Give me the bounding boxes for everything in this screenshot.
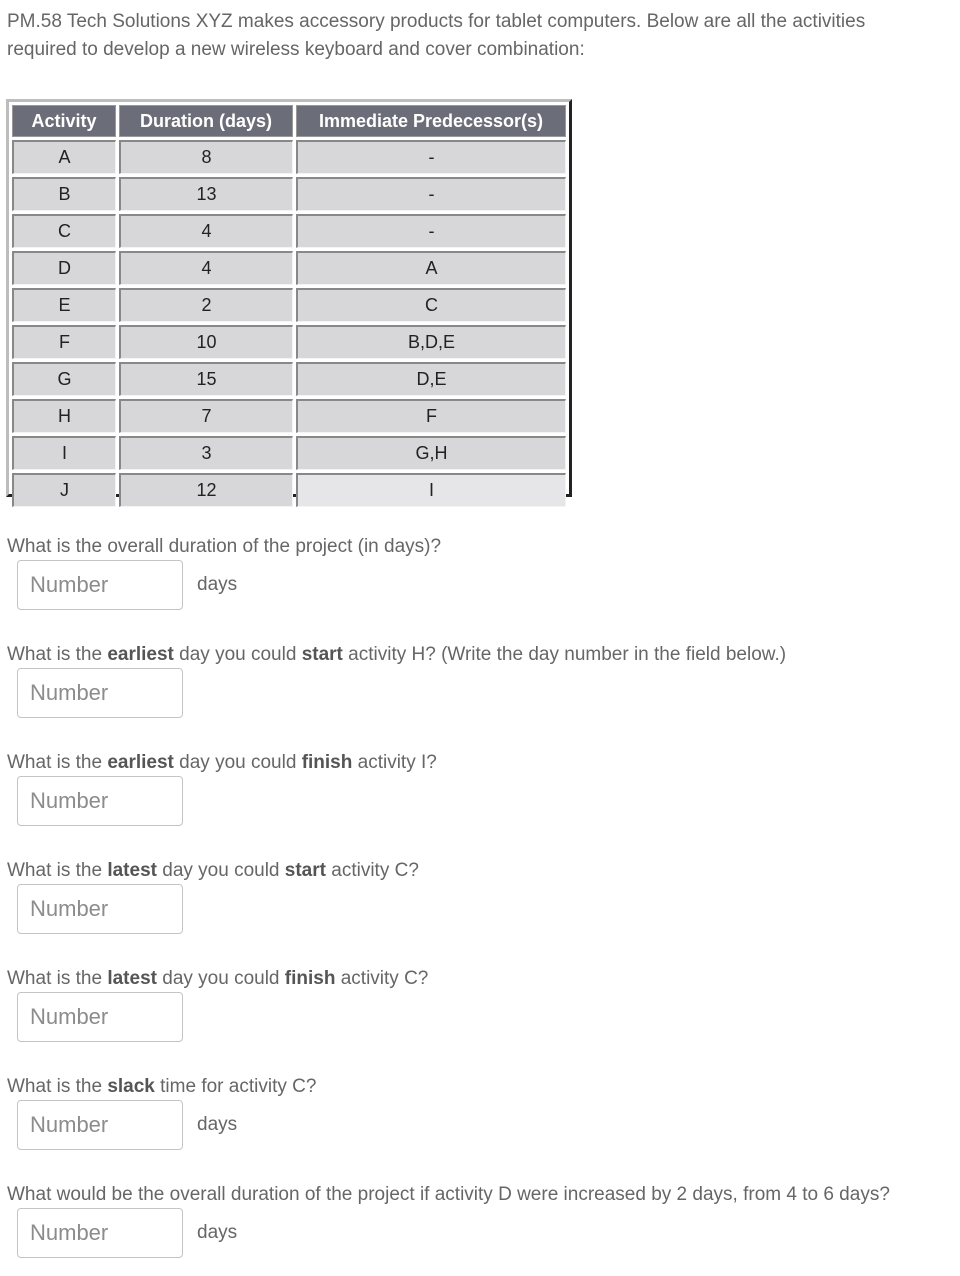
- cell-predecessors: I: [296, 473, 566, 507]
- cell-predecessors: G,H: [296, 436, 566, 470]
- cell-duration: 7: [119, 399, 293, 433]
- table-row: [12, 325, 566, 359]
- latest-start-c-input[interactable]: [17, 884, 183, 934]
- table-row: [12, 399, 566, 433]
- cell-activity: H: [12, 399, 116, 433]
- question-latest-start-c: What is the latest day you could start activity C?: [7, 860, 419, 881]
- question-earliest-start-h: What is the earliest day you could start activity H? (Write the day number in the field below.): [7, 644, 787, 665]
- latest-finish-c-input[interactable]: [17, 992, 183, 1042]
- table-row: [12, 436, 566, 470]
- cell-activity: J: [12, 473, 116, 507]
- cell-predecessors: -: [296, 140, 566, 174]
- cell-activity: I: [12, 436, 116, 470]
- cell-predecessors: D,E: [296, 362, 566, 396]
- question-earliest-finish-i: What is the earliest day you could finish activity I?: [7, 752, 437, 773]
- cell-duration: 13: [119, 177, 293, 211]
- header-duration: Duration (days): [119, 105, 293, 137]
- cell-activity: C: [12, 214, 116, 248]
- table-row: [12, 251, 566, 285]
- cell-activity: E: [12, 288, 116, 322]
- cell-duration: 4: [119, 251, 293, 285]
- table-header-row: [12, 105, 566, 137]
- cell-duration: 15: [119, 362, 293, 396]
- activity-table: [6, 99, 572, 500]
- earliest-finish-i-input[interactable]: [17, 776, 183, 826]
- slack-c-input[interactable]: [17, 1100, 183, 1150]
- cell-activity: A: [12, 140, 116, 174]
- table-row: [12, 177, 566, 211]
- question-latest-finish-c: What is the latest day you could finish activity C?: [7, 968, 429, 989]
- table-row: [12, 362, 566, 396]
- cell-activity: G: [12, 362, 116, 396]
- cell-predecessors: B,D,E: [296, 325, 566, 359]
- cell-duration: 12: [119, 473, 293, 507]
- table-row: [12, 473, 566, 507]
- question-duration-d-increased: What would be the overall duration of the project if activity D were increased by 2 days, from 4 to 6 days?: [7, 1184, 890, 1205]
- table-row: [12, 214, 566, 248]
- cell-activity: F: [12, 325, 116, 359]
- cell-activity: D: [12, 251, 116, 285]
- question-slack-c: What is the slack time for activity C?: [7, 1076, 317, 1097]
- header-predecessors: Immediate Predecessor(s): [296, 105, 566, 137]
- cell-predecessors: A: [296, 251, 566, 285]
- unit-label: days: [197, 574, 238, 595]
- unit-label: days: [197, 1222, 238, 1243]
- cell-duration: 8: [119, 140, 293, 174]
- cell-activity: B: [12, 177, 116, 211]
- cell-duration: 4: [119, 214, 293, 248]
- header-activity: Activity: [12, 105, 116, 137]
- unit-label: days: [197, 1114, 238, 1135]
- problem-intro: PM.58 Tech Solutions XYZ makes accessory products for tablet computers. Below are all the activities required to develop a new wireless keyboard and cover combination:: [7, 11, 866, 60]
- cell-predecessors: C: [296, 288, 566, 322]
- overall-duration-input[interactable]: [17, 560, 183, 610]
- table-row: [12, 288, 566, 322]
- table-row: [12, 140, 566, 174]
- cell-predecessors: -: [296, 214, 566, 248]
- cell-duration: 3: [119, 436, 293, 470]
- duration-d-increased-input[interactable]: [17, 1208, 183, 1258]
- cell-predecessors: F: [296, 399, 566, 433]
- cell-duration: 2: [119, 288, 293, 322]
- earliest-start-h-input[interactable]: [17, 668, 183, 718]
- cell-duration: 10: [119, 325, 293, 359]
- question-overall-duration: What is the overall duration of the project (in days)?: [7, 536, 442, 557]
- cell-predecessors: -: [296, 177, 566, 211]
